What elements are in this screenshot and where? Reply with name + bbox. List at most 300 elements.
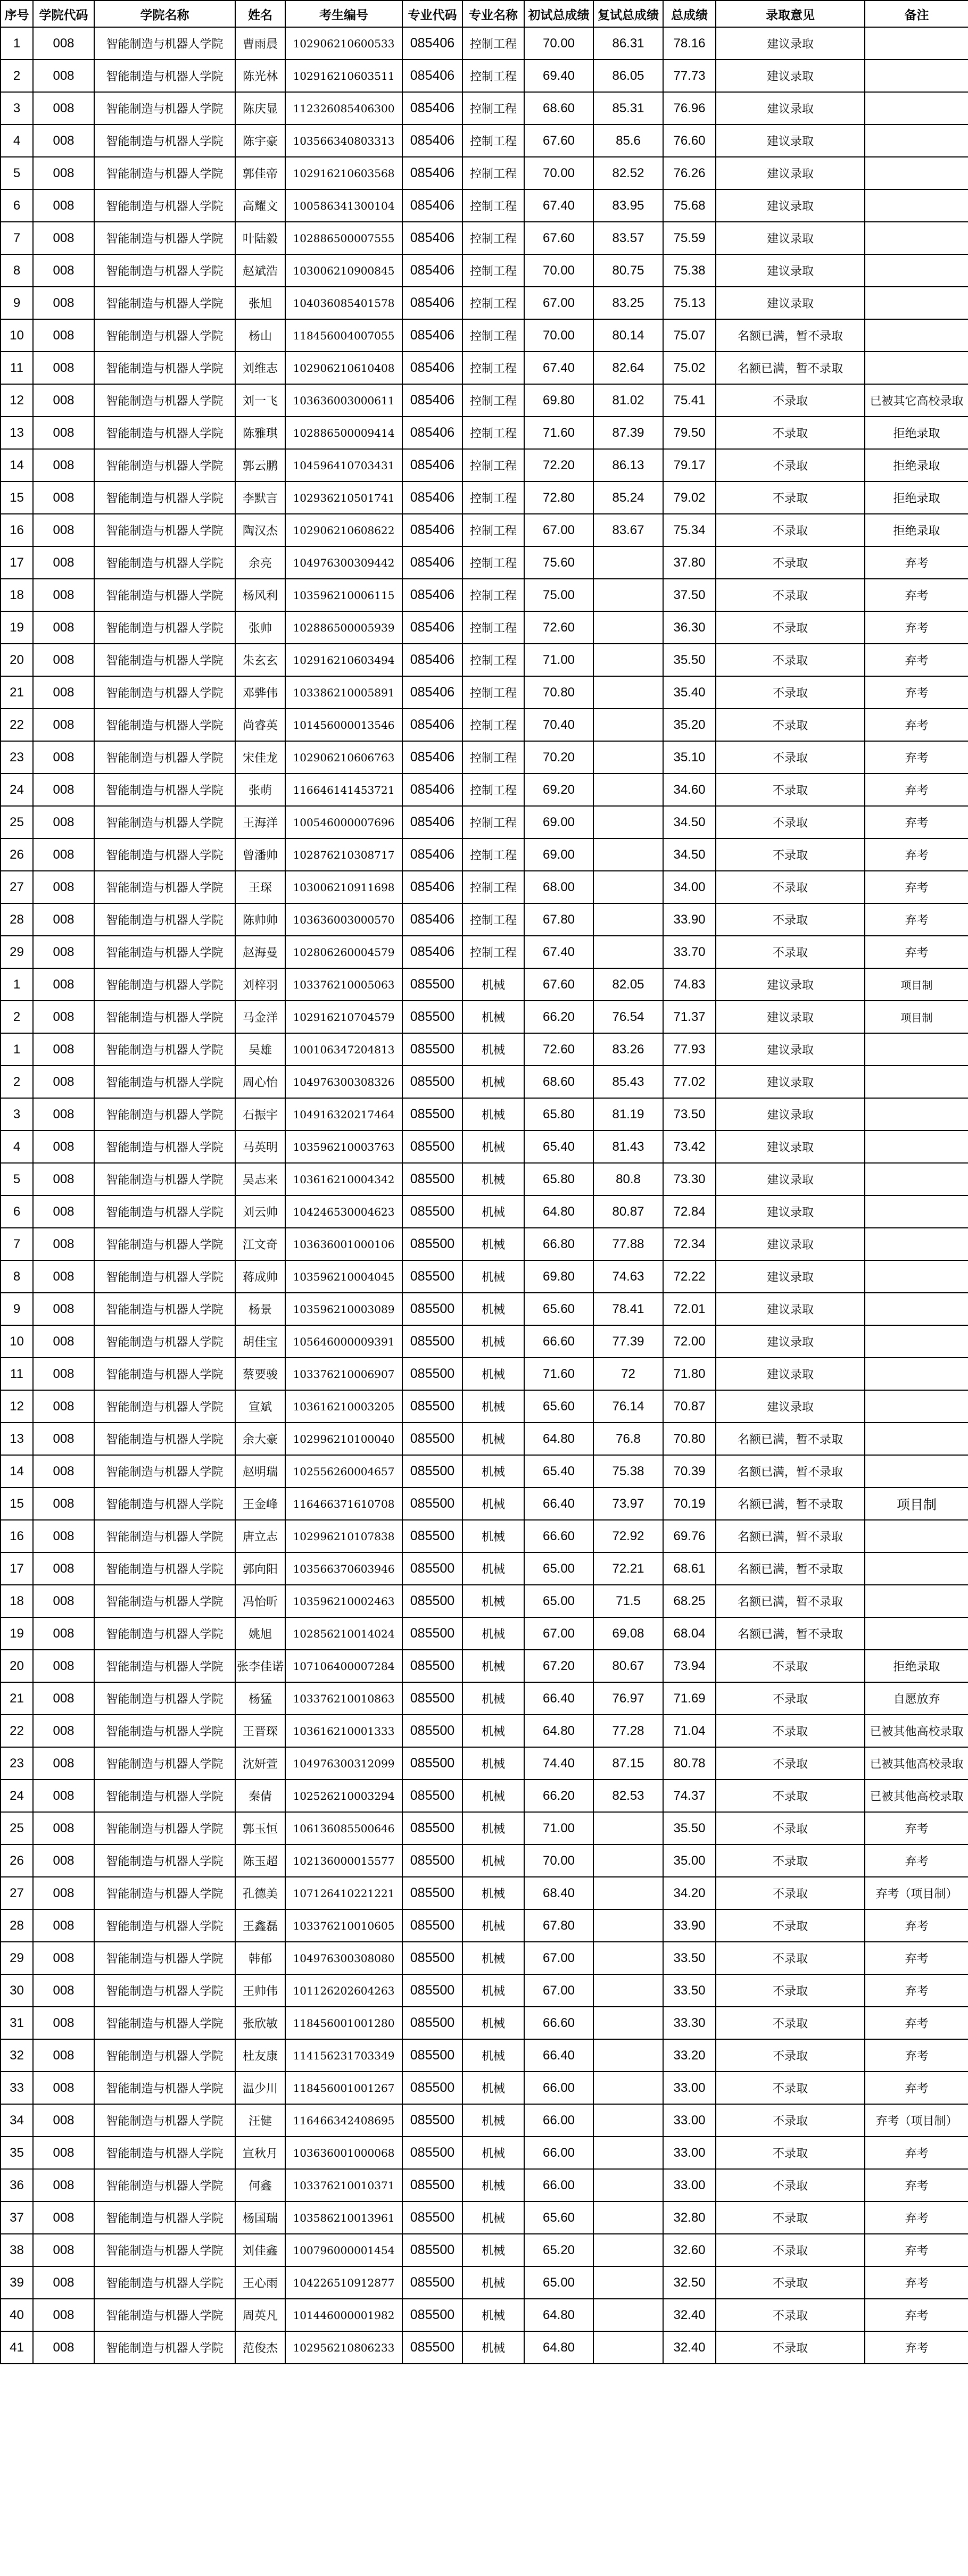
cell-major-name: 控制工程 bbox=[462, 936, 524, 968]
cell-remarks: 弃考 bbox=[865, 936, 968, 968]
cell-college-name: 智能制造与机器人学院 bbox=[94, 709, 235, 741]
cell-prelim-score: 75.60 bbox=[524, 546, 593, 579]
cell-retest-score: 83.67 bbox=[593, 514, 663, 546]
cell-remarks: 弃考 bbox=[865, 709, 968, 741]
cell-total-score: 68.61 bbox=[663, 1552, 716, 1585]
cell-remarks: 弃考 bbox=[865, 741, 968, 774]
cell-major-name: 机械 bbox=[462, 1228, 524, 1260]
cell-total-score: 69.76 bbox=[663, 1520, 716, 1552]
cell-admission-opinion: 不录取 bbox=[716, 838, 865, 871]
cell-college-name: 智能制造与机器人学院 bbox=[94, 1390, 235, 1423]
cell-student-name: 陈帅帅 bbox=[235, 903, 285, 936]
cell-college-code: 008 bbox=[33, 1715, 94, 1747]
cell-student-name: 郭佳帝 bbox=[235, 157, 285, 189]
cell-major-name: 机械 bbox=[462, 2007, 524, 2039]
cell-college-name: 智能制造与机器人学院 bbox=[94, 222, 235, 254]
cell-college-name: 智能制造与机器人学院 bbox=[94, 157, 235, 189]
cell-exam-id: 106136085500646 bbox=[285, 1812, 402, 1844]
table-row bbox=[1, 1163, 968, 1195]
cell-major-name: 机械 bbox=[462, 1909, 524, 1942]
cell-admission-opinion: 建议录取 bbox=[716, 287, 865, 319]
cell-retest-score bbox=[593, 2007, 663, 2039]
cell-prelim-score: 68.60 bbox=[524, 92, 593, 124]
cell-retest-score: 83.57 bbox=[593, 222, 663, 254]
cell-major-name: 机械 bbox=[462, 1390, 524, 1423]
cell-major-name: 机械 bbox=[462, 1747, 524, 1780]
cell-retest-score: 85.24 bbox=[593, 481, 663, 514]
cell-total-score: 75.07 bbox=[663, 319, 716, 352]
cell-college-name: 智能制造与机器人学院 bbox=[94, 449, 235, 481]
cell-prelim-score: 70.00 bbox=[524, 157, 593, 189]
cell-college-code: 008 bbox=[33, 1163, 94, 1195]
cell-seq: 18 bbox=[1, 1585, 33, 1617]
cell-seq: 12 bbox=[1, 1390, 33, 1423]
cell-major-name: 机械 bbox=[462, 2299, 524, 2331]
cell-student-name: 杨景 bbox=[235, 1293, 285, 1325]
cell-college-code: 008 bbox=[33, 514, 94, 546]
table-row bbox=[1, 1390, 968, 1423]
cell-student-name: 王琛 bbox=[235, 871, 285, 903]
cell-major-code: 085406 bbox=[402, 579, 462, 611]
cell-prelim-score: 66.00 bbox=[524, 2137, 593, 2169]
cell-seq: 41 bbox=[1, 2331, 33, 2364]
cell-major-name: 控制工程 bbox=[462, 27, 524, 60]
cell-retest-score: 76.54 bbox=[593, 1001, 663, 1033]
cell-major-name: 机械 bbox=[462, 968, 524, 1001]
table-header-row bbox=[1, 1, 968, 27]
cell-prelim-score: 65.40 bbox=[524, 1455, 593, 1488]
cell-total-score: 72.34 bbox=[663, 1228, 716, 1260]
cell-remarks: 弃考 bbox=[865, 2201, 968, 2234]
cell-prelim-score: 66.60 bbox=[524, 2007, 593, 2039]
cell-prelim-score: 65.60 bbox=[524, 2201, 593, 2234]
cell-admission-opinion: 不录取 bbox=[716, 1715, 865, 1747]
cell-remarks: 拒绝录取 bbox=[865, 449, 968, 481]
cell-prelim-score: 66.20 bbox=[524, 1780, 593, 1812]
cell-seq: 39 bbox=[1, 2266, 33, 2299]
cell-prelim-score: 65.20 bbox=[524, 2234, 593, 2266]
cell-remarks: 弃考 bbox=[865, 676, 968, 709]
cell-seq: 9 bbox=[1, 287, 33, 319]
cell-remarks bbox=[865, 1131, 968, 1163]
cell-major-name: 机械 bbox=[462, 1325, 524, 1358]
cell-admission-opinion: 建议录取 bbox=[716, 27, 865, 60]
cell-college-name: 智能制造与机器人学院 bbox=[94, 2299, 235, 2331]
cell-major-code: 085406 bbox=[402, 352, 462, 384]
cell-college-name: 智能制造与机器人学院 bbox=[94, 1033, 235, 1066]
cell-total-score: 75.02 bbox=[663, 352, 716, 384]
cell-prelim-score: 67.60 bbox=[524, 968, 593, 1001]
cell-college-code: 008 bbox=[33, 2266, 94, 2299]
cell-student-name: 温少川 bbox=[235, 2072, 285, 2104]
cell-exam-id: 103386210005891 bbox=[285, 676, 402, 709]
cell-major-code: 085500 bbox=[402, 2234, 462, 2266]
cell-prelim-score: 68.60 bbox=[524, 1066, 593, 1098]
cell-major-name: 控制工程 bbox=[462, 60, 524, 92]
cell-major-name: 机械 bbox=[462, 1163, 524, 1195]
cell-major-code: 085500 bbox=[402, 1942, 462, 1974]
cell-seq: 27 bbox=[1, 871, 33, 903]
cell-total-score: 34.50 bbox=[663, 806, 716, 838]
table-row bbox=[1, 2266, 968, 2299]
table-row bbox=[1, 2072, 968, 2104]
cell-major-code: 085500 bbox=[402, 1909, 462, 1942]
cell-exam-id: 102906210608622 bbox=[285, 514, 402, 546]
cell-college-name: 智能制造与机器人学院 bbox=[94, 676, 235, 709]
cell-college-name: 智能制造与机器人学院 bbox=[94, 2169, 235, 2201]
cell-retest-score bbox=[593, 2201, 663, 2234]
cell-exam-id: 102886500005939 bbox=[285, 611, 402, 644]
cell-exam-id: 112326085406300 bbox=[285, 92, 402, 124]
cell-admission-opinion: 名额已满，暂不录取 bbox=[716, 319, 865, 352]
cell-remarks bbox=[865, 352, 968, 384]
table-row bbox=[1, 741, 968, 774]
cell-college-name: 智能制造与机器人学院 bbox=[94, 1423, 235, 1455]
cell-college-name: 智能制造与机器人学院 bbox=[94, 2104, 235, 2137]
cell-retest-score: 86.05 bbox=[593, 60, 663, 92]
cell-total-score: 33.30 bbox=[663, 2007, 716, 2039]
cell-retest-score bbox=[593, 1844, 663, 1877]
cell-seq: 22 bbox=[1, 709, 33, 741]
cell-student-name: 蔡要骏 bbox=[235, 1358, 285, 1390]
table-row bbox=[1, 1617, 968, 1650]
cell-admission-opinion: 建议录取 bbox=[716, 1293, 865, 1325]
cell-college-name: 智能制造与机器人学院 bbox=[94, 579, 235, 611]
cell-remarks: 拒绝录取 bbox=[865, 417, 968, 449]
cell-exam-id: 102856210014024 bbox=[285, 1617, 402, 1650]
cell-exam-id: 103596210002463 bbox=[285, 1585, 402, 1617]
cell-seq: 17 bbox=[1, 546, 33, 579]
cell-college-code: 008 bbox=[33, 1001, 94, 1033]
cell-major-name: 机械 bbox=[462, 1650, 524, 1682]
cell-student-name: 唐立志 bbox=[235, 1520, 285, 1552]
cell-total-score: 35.50 bbox=[663, 644, 716, 676]
cell-college-name: 智能制造与机器人学院 bbox=[94, 968, 235, 1001]
cell-major-code: 085500 bbox=[402, 1260, 462, 1293]
cell-remarks: 已被其他高校录取 bbox=[865, 1780, 968, 1812]
cell-remarks bbox=[865, 1260, 968, 1293]
cell-student-name: 韩郁 bbox=[235, 1942, 285, 1974]
cell-remarks: 拒绝录取 bbox=[865, 481, 968, 514]
cell-total-score: 35.10 bbox=[663, 741, 716, 774]
cell-major-code: 085406 bbox=[402, 838, 462, 871]
cell-admission-opinion: 建议录取 bbox=[716, 1325, 865, 1358]
cell-remarks: 拒绝录取 bbox=[865, 1650, 968, 1682]
cell-retest-score: 82.52 bbox=[593, 157, 663, 189]
cell-retest-score bbox=[593, 644, 663, 676]
cell-remarks: 弃考（项目制） bbox=[865, 1877, 968, 1909]
cell-student-name: 王鑫磊 bbox=[235, 1909, 285, 1942]
cell-college-name: 智能制造与机器人学院 bbox=[94, 611, 235, 644]
cell-seq: 35 bbox=[1, 2137, 33, 2169]
cell-student-name: 邓骅伟 bbox=[235, 676, 285, 709]
cell-major-name: 控制工程 bbox=[462, 157, 524, 189]
cell-seq: 16 bbox=[1, 1520, 33, 1552]
cell-student-name: 吴雄 bbox=[235, 1033, 285, 1066]
cell-retest-score: 81.02 bbox=[593, 384, 663, 417]
table-row bbox=[1, 1488, 968, 1520]
cell-exam-id: 100546000007696 bbox=[285, 806, 402, 838]
cell-admission-opinion: 不录取 bbox=[716, 1974, 865, 2007]
cell-college-name: 智能制造与机器人学院 bbox=[94, 1909, 235, 1942]
cell-exam-id: 103636003000611 bbox=[285, 384, 402, 417]
cell-college-name: 智能制造与机器人学院 bbox=[94, 60, 235, 92]
cell-seq: 3 bbox=[1, 1098, 33, 1131]
cell-retest-score bbox=[593, 2169, 663, 2201]
cell-major-name: 机械 bbox=[462, 1682, 524, 1715]
cell-seq: 8 bbox=[1, 254, 33, 287]
cell-major-name: 控制工程 bbox=[462, 352, 524, 384]
cell-admission-opinion: 名额已满，暂不录取 bbox=[716, 352, 865, 384]
cell-exam-id: 104976300309442 bbox=[285, 546, 402, 579]
cell-prelim-score: 69.00 bbox=[524, 838, 593, 871]
cell-college-name: 智能制造与机器人学院 bbox=[94, 1293, 235, 1325]
cell-college-code: 008 bbox=[33, 1520, 94, 1552]
cell-admission-opinion: 不录取 bbox=[716, 2007, 865, 2039]
cell-seq: 3 bbox=[1, 92, 33, 124]
cell-seq: 6 bbox=[1, 189, 33, 222]
cell-total-score: 33.90 bbox=[663, 903, 716, 936]
cell-major-name: 机械 bbox=[462, 1844, 524, 1877]
header-retest-score: 复试总成绩 bbox=[593, 1, 663, 27]
cell-student-name: 王金峰 bbox=[235, 1488, 285, 1520]
cell-major-name: 控制工程 bbox=[462, 806, 524, 838]
cell-student-name: 杜友康 bbox=[235, 2039, 285, 2072]
cell-remarks: 弃考 bbox=[865, 774, 968, 806]
cell-major-name: 控制工程 bbox=[462, 222, 524, 254]
cell-college-code: 008 bbox=[33, 709, 94, 741]
cell-student-name: 周英凡 bbox=[235, 2299, 285, 2331]
cell-college-code: 008 bbox=[33, 481, 94, 514]
cell-college-code: 008 bbox=[33, 2331, 94, 2364]
cell-seq: 20 bbox=[1, 644, 33, 676]
cell-total-score: 33.90 bbox=[663, 1909, 716, 1942]
cell-prelim-score: 71.00 bbox=[524, 644, 593, 676]
cell-admission-opinion: 不录取 bbox=[716, 644, 865, 676]
cell-major-name: 机械 bbox=[462, 2266, 524, 2299]
cell-college-name: 智能制造与机器人学院 bbox=[94, 2201, 235, 2234]
cell-exam-id: 105646000009391 bbox=[285, 1325, 402, 1358]
cell-student-name: 陈宇豪 bbox=[235, 124, 285, 157]
table-row bbox=[1, 676, 968, 709]
cell-admission-opinion: 建议录取 bbox=[716, 1358, 865, 1390]
cell-seq: 26 bbox=[1, 838, 33, 871]
cell-prelim-score: 66.40 bbox=[524, 1488, 593, 1520]
cell-student-name: 高耀文 bbox=[235, 189, 285, 222]
cell-total-score: 79.02 bbox=[663, 481, 716, 514]
cell-college-code: 008 bbox=[33, 546, 94, 579]
table-row bbox=[1, 1747, 968, 1780]
cell-seq: 15 bbox=[1, 481, 33, 514]
table-row bbox=[1, 1909, 968, 1942]
cell-seq: 33 bbox=[1, 2072, 33, 2104]
cell-exam-id: 102936210501741 bbox=[285, 481, 402, 514]
cell-student-name: 尚睿英 bbox=[235, 709, 285, 741]
cell-major-code: 085500 bbox=[402, 1585, 462, 1617]
cell-exam-id: 104916320217464 bbox=[285, 1098, 402, 1131]
cell-prelim-score: 72.80 bbox=[524, 481, 593, 514]
cell-total-score: 34.00 bbox=[663, 871, 716, 903]
cell-major-code: 085500 bbox=[402, 2266, 462, 2299]
table-row bbox=[1, 157, 968, 189]
cell-exam-id: 104226510912877 bbox=[285, 2266, 402, 2299]
cell-major-name: 机械 bbox=[462, 1812, 524, 1844]
cell-major-code: 085406 bbox=[402, 27, 462, 60]
cell-seq: 13 bbox=[1, 417, 33, 449]
cell-total-score: 74.37 bbox=[663, 1780, 716, 1812]
cell-major-code: 085500 bbox=[402, 1747, 462, 1780]
cell-retest-score: 80.14 bbox=[593, 319, 663, 352]
cell-prelim-score: 64.80 bbox=[524, 1195, 593, 1228]
cell-college-code: 008 bbox=[33, 2201, 94, 2234]
cell-major-name: 机械 bbox=[462, 1033, 524, 1066]
cell-seq: 19 bbox=[1, 1617, 33, 1650]
cell-prelim-score: 69.80 bbox=[524, 1260, 593, 1293]
cell-college-name: 智能制造与机器人学院 bbox=[94, 741, 235, 774]
cell-seq: 28 bbox=[1, 903, 33, 936]
cell-remarks: 弃考 bbox=[865, 2331, 968, 2364]
cell-prelim-score: 69.80 bbox=[524, 384, 593, 417]
cell-major-code: 085406 bbox=[402, 806, 462, 838]
cell-student-name: 张欣敏 bbox=[235, 2007, 285, 2039]
cell-major-code: 085500 bbox=[402, 1552, 462, 1585]
cell-college-name: 智能制造与机器人学院 bbox=[94, 1715, 235, 1747]
table-row bbox=[1, 2169, 968, 2201]
cell-prelim-score: 69.00 bbox=[524, 806, 593, 838]
cell-college-name: 智能制造与机器人学院 bbox=[94, 27, 235, 60]
cell-retest-score bbox=[593, 1812, 663, 1844]
cell-total-score: 71.80 bbox=[663, 1358, 716, 1390]
cell-major-name: 机械 bbox=[462, 1131, 524, 1163]
cell-admission-opinion: 建议录取 bbox=[716, 1260, 865, 1293]
cell-major-code: 085500 bbox=[402, 1358, 462, 1390]
cell-major-name: 控制工程 bbox=[462, 774, 524, 806]
cell-college-name: 智能制造与机器人学院 bbox=[94, 2072, 235, 2104]
cell-remarks bbox=[865, 1390, 968, 1423]
cell-total-score: 33.00 bbox=[663, 2169, 716, 2201]
cell-major-name: 机械 bbox=[462, 1455, 524, 1488]
cell-exam-id: 103616210001333 bbox=[285, 1715, 402, 1747]
cell-remarks: 已被其他高校录取 bbox=[865, 1747, 968, 1780]
cell-major-name: 机械 bbox=[462, 1617, 524, 1650]
cell-major-name: 控制工程 bbox=[462, 579, 524, 611]
cell-exam-id: 103636001000068 bbox=[285, 2137, 402, 2169]
cell-retest-score bbox=[593, 838, 663, 871]
cell-student-name: 曾潘帅 bbox=[235, 838, 285, 871]
table-row bbox=[1, 2104, 968, 2137]
cell-seq: 11 bbox=[1, 352, 33, 384]
cell-total-score: 77.73 bbox=[663, 60, 716, 92]
cell-major-code: 085406 bbox=[402, 189, 462, 222]
cell-major-name: 控制工程 bbox=[462, 709, 524, 741]
cell-exam-id: 107106400007284 bbox=[285, 1650, 402, 1682]
cell-college-code: 008 bbox=[33, 352, 94, 384]
cell-college-code: 008 bbox=[33, 838, 94, 871]
cell-college-name: 智能制造与机器人学院 bbox=[94, 514, 235, 546]
cell-college-code: 008 bbox=[33, 2169, 94, 2201]
cell-college-code: 008 bbox=[33, 1131, 94, 1163]
cell-major-name: 机械 bbox=[462, 2169, 524, 2201]
cell-major-name: 控制工程 bbox=[462, 384, 524, 417]
cell-college-name: 智能制造与机器人学院 bbox=[94, 287, 235, 319]
cell-seq: 25 bbox=[1, 1812, 33, 1844]
table-row bbox=[1, 2299, 968, 2331]
cell-college-name: 智能制造与机器人学院 bbox=[94, 352, 235, 384]
cell-remarks bbox=[865, 1358, 968, 1390]
cell-seq: 31 bbox=[1, 2007, 33, 2039]
cell-prelim-score: 67.60 bbox=[524, 222, 593, 254]
table-row bbox=[1, 2201, 968, 2234]
cell-major-name: 控制工程 bbox=[462, 644, 524, 676]
cell-major-code: 085406 bbox=[402, 936, 462, 968]
cell-college-name: 智能制造与机器人学院 bbox=[94, 2007, 235, 2039]
cell-seq: 34 bbox=[1, 2104, 33, 2137]
cell-major-name: 机械 bbox=[462, 1293, 524, 1325]
table-body bbox=[1, 27, 968, 2364]
cell-admission-opinion: 建议录取 bbox=[716, 1001, 865, 1033]
table-row bbox=[1, 1455, 968, 1488]
cell-major-name: 控制工程 bbox=[462, 417, 524, 449]
cell-exam-id: 100586341300104 bbox=[285, 189, 402, 222]
cell-college-code: 008 bbox=[33, 579, 94, 611]
cell-total-score: 32.50 bbox=[663, 2266, 716, 2299]
cell-major-code: 085500 bbox=[402, 1650, 462, 1682]
cell-major-code: 085500 bbox=[402, 1520, 462, 1552]
cell-college-code: 008 bbox=[33, 1844, 94, 1877]
cell-retest-score bbox=[593, 2299, 663, 2331]
cell-major-name: 控制工程 bbox=[462, 449, 524, 481]
cell-total-score: 32.40 bbox=[663, 2331, 716, 2364]
cell-student-name: 张旭 bbox=[235, 287, 285, 319]
cell-prelim-score: 71.60 bbox=[524, 1358, 593, 1390]
cell-exam-id: 102526210003294 bbox=[285, 1780, 402, 1812]
cell-exam-id: 102916210603494 bbox=[285, 644, 402, 676]
cell-college-code: 008 bbox=[33, 2299, 94, 2331]
cell-prelim-score: 68.00 bbox=[524, 871, 593, 903]
cell-admission-opinion: 名额已满，暂不录取 bbox=[716, 1520, 865, 1552]
cell-college-code: 008 bbox=[33, 1455, 94, 1488]
cell-major-name: 机械 bbox=[462, 1974, 524, 2007]
cell-retest-score bbox=[593, 611, 663, 644]
cell-remarks: 已被其他高校录取 bbox=[865, 1715, 968, 1747]
cell-major-name: 控制工程 bbox=[462, 254, 524, 287]
cell-prelim-score: 67.80 bbox=[524, 1909, 593, 1942]
cell-college-name: 智能制造与机器人学院 bbox=[94, 1488, 235, 1520]
table-row bbox=[1, 1423, 968, 1455]
cell-seq: 29 bbox=[1, 1942, 33, 1974]
cell-prelim-score: 66.40 bbox=[524, 1682, 593, 1715]
cell-college-code: 008 bbox=[33, 903, 94, 936]
cell-retest-score bbox=[593, 2039, 663, 2072]
cell-major-code: 085406 bbox=[402, 384, 462, 417]
cell-retest-score bbox=[593, 709, 663, 741]
cell-college-name: 智能制造与机器人学院 bbox=[94, 546, 235, 579]
cell-exam-id: 103376210010863 bbox=[285, 1682, 402, 1715]
table-row bbox=[1, 2039, 968, 2072]
cell-total-score: 33.70 bbox=[663, 936, 716, 968]
cell-major-code: 085406 bbox=[402, 449, 462, 481]
cell-prelim-score: 66.40 bbox=[524, 2039, 593, 2072]
cell-prelim-score: 66.60 bbox=[524, 1520, 593, 1552]
cell-student-name: 刘维志 bbox=[235, 352, 285, 384]
cell-college-code: 008 bbox=[33, 644, 94, 676]
table-row bbox=[1, 1974, 968, 2007]
cell-admission-opinion: 不录取 bbox=[716, 2104, 865, 2137]
cell-major-code: 085500 bbox=[402, 2201, 462, 2234]
cell-student-name: 赵斌浩 bbox=[235, 254, 285, 287]
cell-remarks: 拒绝录取 bbox=[865, 514, 968, 546]
cell-student-name: 宣斌 bbox=[235, 1390, 285, 1423]
